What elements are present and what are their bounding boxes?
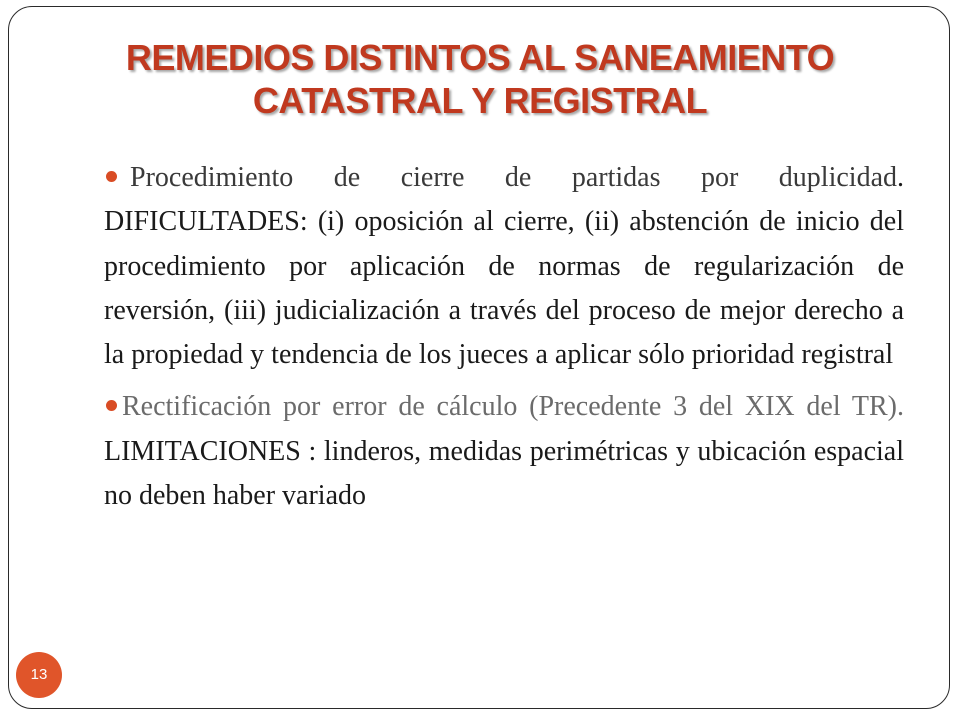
- bullet-2-text: LIMITACIONES : linderos, medidas perimétricas y ubicación espacial no deben haber variado: [104, 435, 904, 512]
- bullet-item-2: [104, 385, 904, 518]
- title-line-1: REMEDIOS DISTINTOS AL SANEAMIENTO: [125, 37, 835, 78]
- page-number-badge: 13: [16, 652, 62, 698]
- bullet-1-text: . DIFICULTADES: (i) oposición al cierre, (ii) abstención de inicio del procedimiento por aplicación de normas de regularización de reversión, (iii) judicialización a través del proceso de mejor derecho a la propiedad y tendencia de los jueces a aplicar sólo prioridad registral: [104, 162, 904, 371]
- bullet-1-lead: Procedimiento de cierre de partidas por duplicidad: [130, 162, 897, 193]
- bullet-list: [104, 156, 904, 526]
- bullet-item-1: [104, 156, 904, 377]
- bullet-2-lead: Rectificación por error de cálculo (Precedente 3 del XIX del TR).: [122, 391, 904, 423]
- slide-title: [60, 36, 900, 122]
- bullet-dot-icon: [106, 171, 117, 182]
- title-line-2: CATASTRAL Y REGISTRAL: [252, 80, 708, 122]
- bullet-dot-icon: [106, 400, 117, 411]
